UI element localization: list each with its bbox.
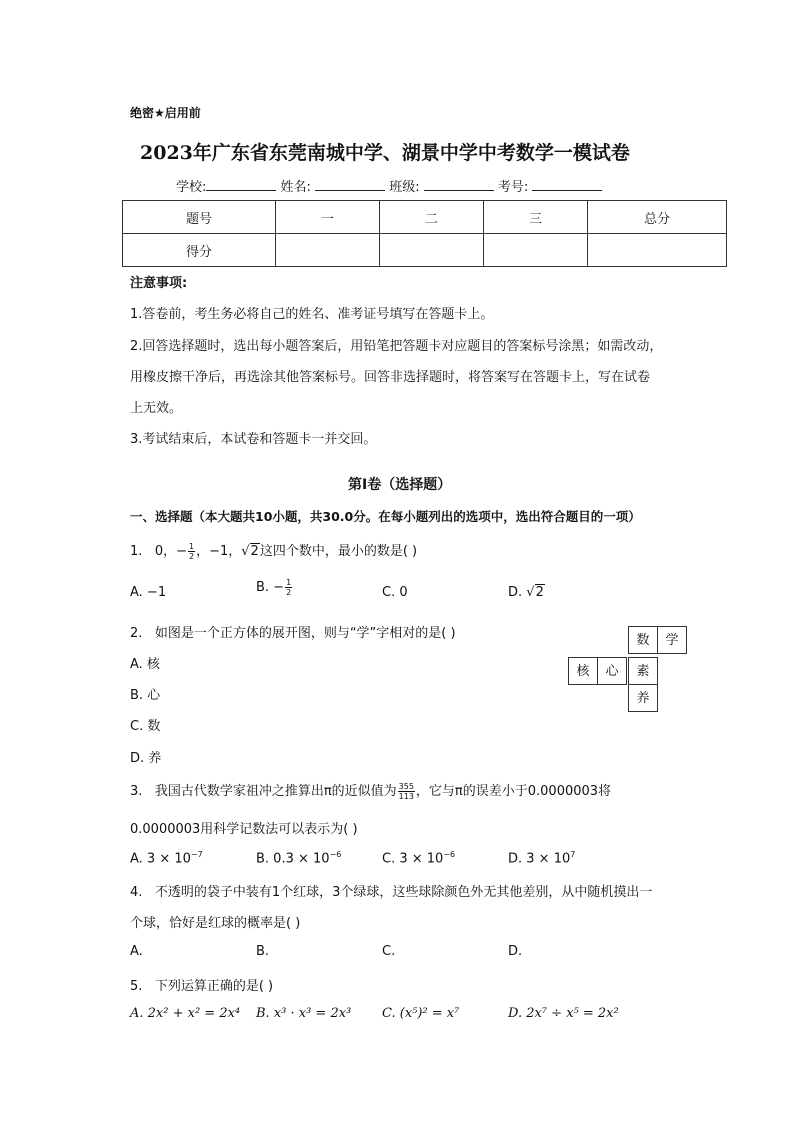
table-row bbox=[123, 234, 727, 267]
question-5 bbox=[130, 975, 273, 994]
question-text: ，它与π的误差小于0.0000003将 bbox=[415, 784, 612, 799]
sqrt-expression: √2 bbox=[241, 544, 259, 559]
question-3 bbox=[130, 780, 611, 801]
fraction-denominator: 2 bbox=[188, 552, 195, 561]
exam-no-blank[interactable] bbox=[532, 178, 602, 191]
student-info-line bbox=[176, 176, 602, 195]
school-blank[interactable] bbox=[206, 178, 276, 191]
fraction bbox=[285, 578, 292, 597]
option-c[interactable]: C. (x⁵)² = x⁷ bbox=[382, 1006, 460, 1021]
sqrt-radicand: 2 bbox=[250, 544, 259, 559]
table-cell: 一 bbox=[276, 201, 380, 234]
net-cell: 学 bbox=[657, 626, 687, 654]
note-item: 2.回答选择题时，选出每小题答案后，用铅笔把答题卡对应题目的答案标号涂黑；如需改动， bbox=[130, 339, 663, 354]
option-text: A. 3 × 10 bbox=[130, 851, 191, 867]
option-text: D. 3 × 10 bbox=[508, 851, 571, 867]
option-a[interactable]: A. 核 bbox=[130, 657, 160, 672]
sqrt-expression: √2 bbox=[526, 585, 544, 600]
option-d[interactable]: D. bbox=[508, 944, 523, 959]
score-cell[interactable] bbox=[588, 234, 727, 267]
question-text-line: 个球，恰好是红球的概率是( ) bbox=[130, 916, 301, 931]
option-b[interactable] bbox=[256, 850, 341, 866]
option-a[interactable]: A. bbox=[130, 944, 143, 959]
option-d[interactable]: D. 2x⁷ ÷ x⁵ = 2x² bbox=[508, 1006, 619, 1021]
option-c[interactable]: C. 数 bbox=[130, 719, 161, 734]
name-label: 姓名: bbox=[280, 180, 311, 195]
question-number: 2. bbox=[130, 626, 143, 641]
score-cell[interactable] bbox=[380, 234, 484, 267]
option-c[interactable] bbox=[382, 850, 455, 866]
exponent: −6 bbox=[443, 850, 456, 859]
question-text-line: 0.0000003用科学记数法可以表示为( ) bbox=[130, 822, 358, 837]
question-text: 如图是一个正方体的展开图，则与“学”字相对的是( ) bbox=[154, 626, 456, 641]
notes-heading: 注意事项: bbox=[130, 276, 188, 291]
option-label: B. − bbox=[256, 580, 285, 595]
option-c[interactable]: C. 0 bbox=[382, 585, 408, 600]
table-cell: 三 bbox=[484, 201, 588, 234]
fraction-numerator: 355 bbox=[398, 782, 414, 791]
q1-text-mid: ，−1， bbox=[196, 544, 242, 559]
question-number: 1. bbox=[130, 544, 143, 559]
option-b[interactable] bbox=[256, 578, 293, 597]
table-row bbox=[123, 201, 727, 234]
exponent: −6 bbox=[329, 850, 342, 859]
exam-no-label: 考号: bbox=[497, 180, 529, 195]
question-4 bbox=[130, 881, 652, 900]
question-number: 4. bbox=[130, 885, 143, 900]
note-item: 1.答卷前，考生务必将自己的姓名、准考证号填写在答题卡上。 bbox=[130, 307, 494, 322]
note-item: 用橡皮擦干净后，再选涂其他答案标号。回答非选择题时，将答案写在答题卡上，写在试卷 bbox=[130, 370, 651, 385]
question-text: 我国古代数学家祖冲之推算出π的近似值为 bbox=[154, 784, 397, 799]
option-d[interactable] bbox=[508, 850, 575, 866]
net-cell: 素 bbox=[628, 657, 658, 685]
table-cell: 二 bbox=[380, 201, 484, 234]
class-blank[interactable] bbox=[424, 178, 494, 191]
secret-mark: 绝密★启用前 bbox=[130, 106, 201, 120]
note-item: 上无效。 bbox=[130, 401, 183, 416]
question-1 bbox=[130, 540, 417, 561]
note-item: 3.考试结束后，本试卷和答题卡一并交回。 bbox=[130, 432, 377, 447]
net-cell: 数 bbox=[628, 626, 658, 654]
net-cell: 心 bbox=[597, 657, 627, 685]
option-text: C. 3 × 10 bbox=[382, 851, 444, 867]
fraction-numerator: 1 bbox=[286, 578, 292, 587]
option-b[interactable]: B. x³ · x³ = 2x³ bbox=[256, 1006, 352, 1021]
fraction-numerator: 1 bbox=[188, 542, 195, 551]
class-label: 班级: bbox=[389, 180, 420, 195]
net-cell: 养 bbox=[628, 684, 658, 712]
net-cell: 核 bbox=[568, 657, 598, 685]
section-instruction: 一、选择题（本大题共10小题，共30.0分。在每小题列出的选项中，选出符合题目的一项） bbox=[130, 509, 641, 524]
question-2 bbox=[130, 622, 456, 641]
question-text: 不透明的袋子中装有1个红球，3个绿球，这些球除颜色外无其他差别，从中随机摸出一 bbox=[154, 885, 653, 900]
question-number: 5. bbox=[130, 979, 143, 994]
table-cell: 得分 bbox=[123, 234, 276, 267]
fraction bbox=[188, 542, 195, 561]
name-blank[interactable] bbox=[315, 178, 385, 191]
score-table bbox=[122, 200, 727, 267]
option-c[interactable]: C. bbox=[382, 944, 396, 959]
table-cell: 题号 bbox=[123, 201, 276, 234]
option-text: B. 0.3 × 10 bbox=[256, 851, 330, 867]
q1-text-lead: 0，− bbox=[154, 544, 187, 559]
school-label: 学校: bbox=[176, 180, 207, 195]
fraction-denominator: 113 bbox=[398, 792, 414, 801]
exponent: −7 bbox=[190, 850, 203, 859]
fraction bbox=[398, 782, 415, 801]
fraction-denominator: 2 bbox=[286, 588, 292, 597]
option-a[interactable]: A. 2x² + x² = 2x⁴ bbox=[130, 1006, 241, 1021]
score-cell[interactable] bbox=[484, 234, 588, 267]
sqrt-radicand: 2 bbox=[535, 585, 544, 600]
option-a[interactable]: A. −1 bbox=[130, 585, 167, 600]
cube-net-figure bbox=[568, 626, 692, 712]
option-label: D. bbox=[508, 585, 527, 600]
option-a[interactable] bbox=[130, 850, 203, 866]
option-b[interactable]: B. 心 bbox=[130, 688, 161, 703]
score-cell[interactable] bbox=[276, 234, 380, 267]
option-d[interactable] bbox=[508, 585, 545, 600]
exponent: 7 bbox=[570, 850, 576, 859]
page-title: 2023年广东省东莞南城中学、湖景中学中考数学一模试卷 bbox=[140, 142, 630, 164]
q1-text-tail: 这四个数中，最小的数是( ) bbox=[259, 544, 418, 559]
table-cell: 总分 bbox=[588, 201, 727, 234]
question-number: 3. bbox=[130, 784, 143, 799]
section-title: 第I卷（选择题） bbox=[348, 477, 452, 493]
option-b[interactable]: B. bbox=[256, 944, 270, 959]
question-text: 下列运算正确的是( ) bbox=[154, 979, 274, 994]
option-d[interactable]: D. 养 bbox=[130, 751, 162, 766]
